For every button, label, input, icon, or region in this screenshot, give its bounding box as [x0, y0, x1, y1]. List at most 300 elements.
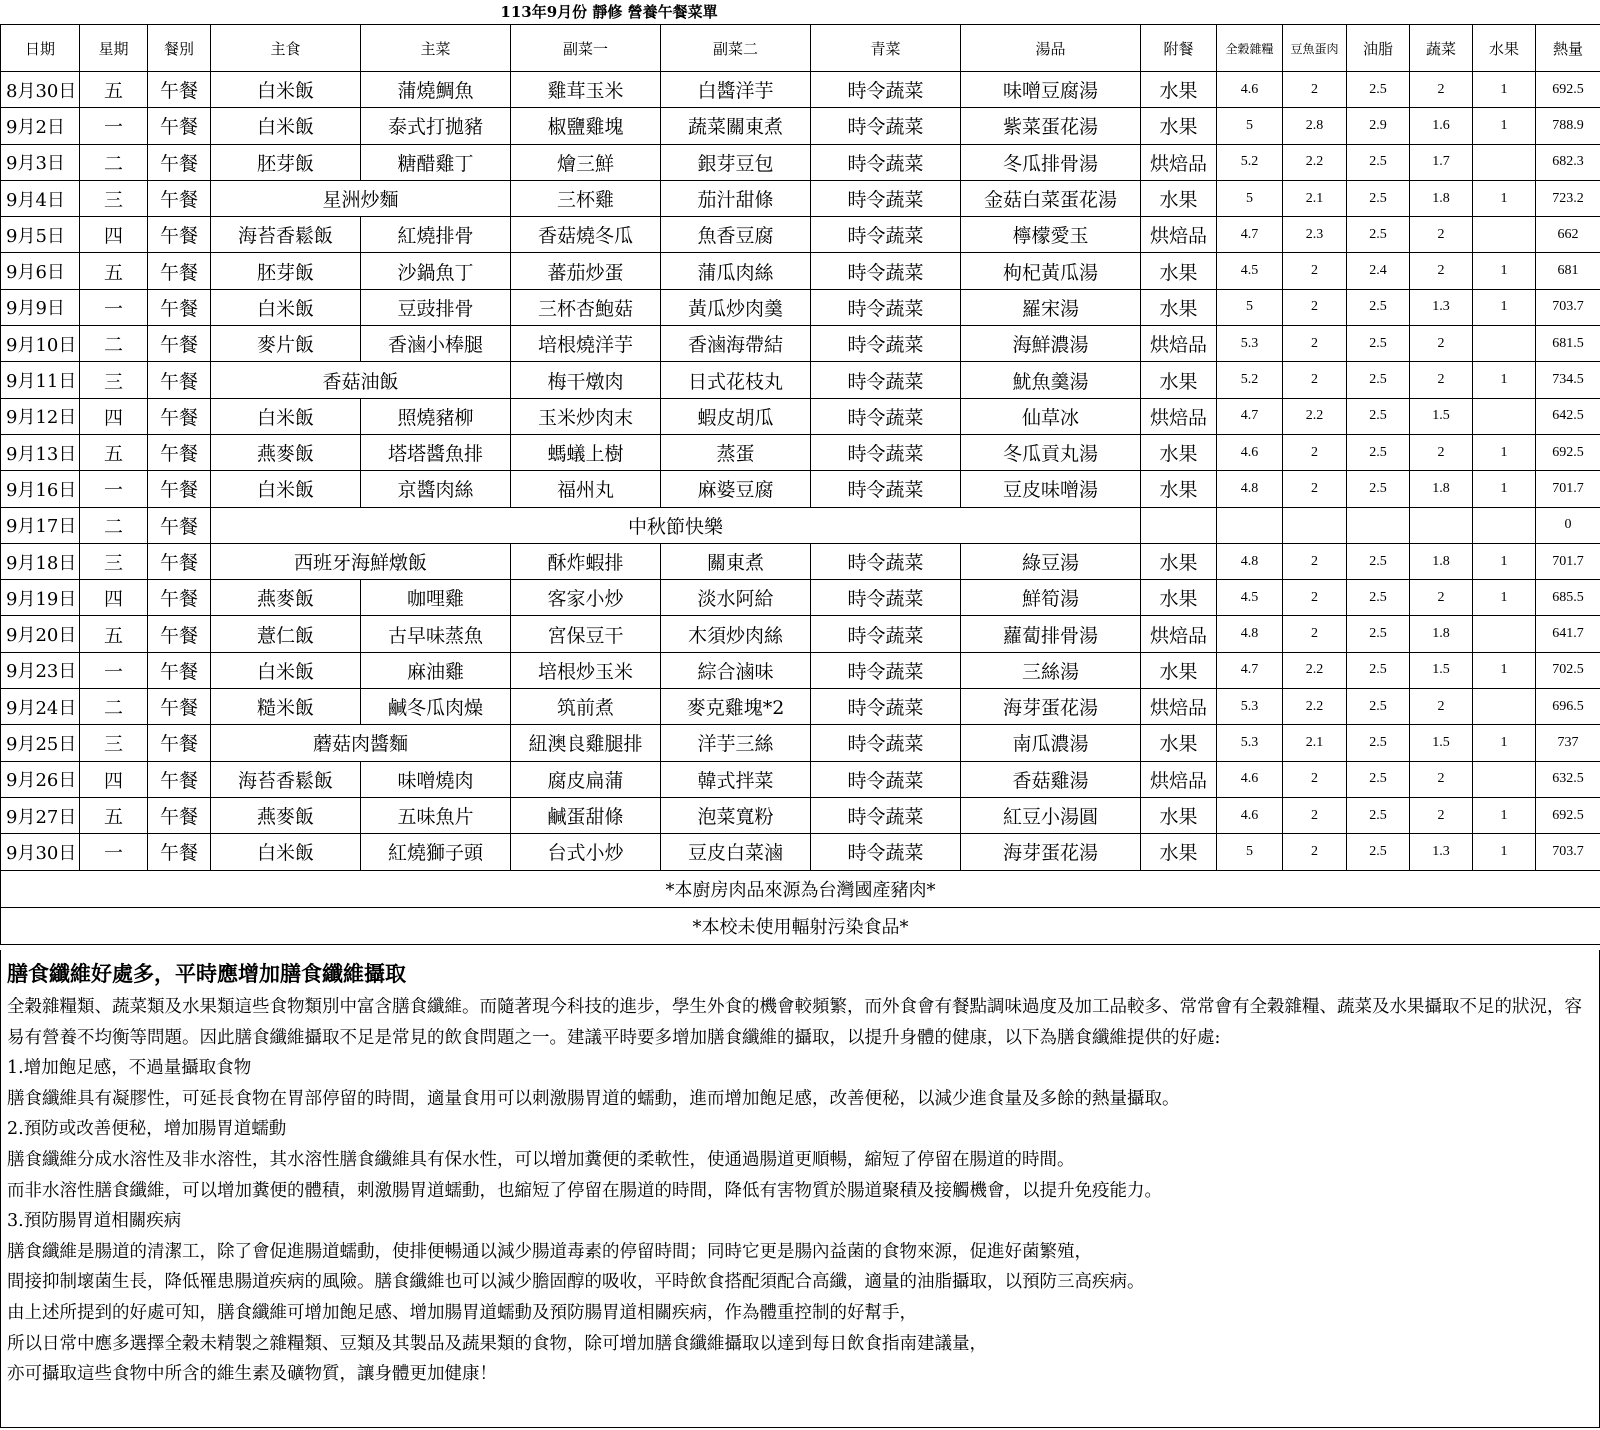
staple-cell: 海苔香鬆飯: [211, 761, 361, 797]
column-header: 副菜一: [511, 25, 661, 72]
date-cell: 9月12日: [1, 398, 80, 434]
meal-cell: 午餐: [148, 253, 211, 289]
grain-cell: 4.5: [1217, 253, 1283, 289]
menu-row: [1, 761, 1600, 797]
side-dish-1-cell: 腐皮扁蒲: [511, 761, 661, 797]
holiday-cell: 中秋節快樂: [211, 507, 1141, 543]
grain-cell: 4.8: [1217, 543, 1283, 579]
main-dish-cell: 泰式打拋豬: [361, 108, 511, 144]
vegetable-cell: 1.3: [1410, 834, 1473, 870]
weekday-cell: 三: [80, 725, 148, 761]
header-row: [1, 25, 1600, 72]
oil-cell: 2.4: [1347, 253, 1410, 289]
meal-cell: 午餐: [148, 543, 211, 579]
meal-cell: 午餐: [148, 108, 211, 144]
empty-cell: [1473, 507, 1536, 543]
empty-cell: [1141, 507, 1217, 543]
side-dish-2-cell: 蔬菜關東煮: [661, 108, 811, 144]
side-dish-2-cell: 麻婆豆腐: [661, 471, 811, 507]
staple-cell: 燕麥飯: [211, 797, 361, 833]
vegetable-cell: 1.7: [1410, 144, 1473, 180]
vegetable-dish-cell: 時令蔬菜: [811, 580, 961, 616]
oil-cell: 2.5: [1347, 289, 1410, 325]
grain-cell: 4.8: [1217, 471, 1283, 507]
kcal-cell: 681: [1536, 253, 1600, 289]
fruit-cell: 1: [1473, 108, 1536, 144]
vegetable-cell: 2: [1410, 689, 1473, 725]
extra-cell: 烘焙品: [1141, 326, 1217, 362]
vegetable-dish-cell: 時令蔬菜: [811, 108, 961, 144]
column-header: 蔬菜: [1410, 25, 1473, 72]
menu-row: [1, 362, 1600, 398]
date-cell: 9月2日: [1, 108, 80, 144]
fruit-cell: [1473, 616, 1536, 652]
date-cell: 9月18日: [1, 543, 80, 579]
grain-cell: 5: [1217, 180, 1283, 216]
vegetable-dish-cell: 時令蔬菜: [811, 471, 961, 507]
meal-cell: 午餐: [148, 72, 211, 108]
vegetable-cell: 1.5: [1410, 398, 1473, 434]
fruit-cell: 1: [1473, 580, 1536, 616]
vegetable-cell: 1.8: [1410, 180, 1473, 216]
empty-cell: [1283, 507, 1347, 543]
soup-cell: 海芽蛋花湯: [961, 834, 1141, 870]
vegetable-cell: 2: [1410, 761, 1473, 797]
soup-cell: 綠豆湯: [961, 543, 1141, 579]
protein-cell: 2: [1283, 580, 1347, 616]
column-header: 主菜: [361, 25, 511, 72]
kcal-cell: 662: [1536, 217, 1600, 253]
grain-cell: 4.5: [1217, 580, 1283, 616]
protein-cell: 2.1: [1283, 725, 1347, 761]
column-header: 熱量: [1536, 25, 1600, 72]
meal-cell: 午餐: [148, 217, 211, 253]
vegetable-dish-cell: 時令蔬菜: [811, 144, 961, 180]
fruit-cell: [1473, 398, 1536, 434]
staple-cell: 燕麥飯: [211, 434, 361, 470]
oil-cell: 2.5: [1347, 761, 1410, 797]
meal-cell: 午餐: [148, 725, 211, 761]
column-header: 油脂: [1347, 25, 1410, 72]
main-dish-cell: 京醬肉絲: [361, 471, 511, 507]
menu-row: [1, 725, 1600, 761]
main-dish-cell: 鹹冬瓜肉燥: [361, 689, 511, 725]
grain-cell: 5: [1217, 108, 1283, 144]
protein-cell: 2: [1283, 834, 1347, 870]
grain-cell: 4.7: [1217, 652, 1283, 688]
side-dish-2-cell: 魚香豆腐: [661, 217, 811, 253]
date-cell: 9月26日: [1, 761, 80, 797]
staple-cell: 白米飯: [211, 652, 361, 688]
fruit-cell: 1: [1473, 652, 1536, 688]
soup-cell: 味噌豆腐湯: [961, 72, 1141, 108]
oil-cell: 2.5: [1347, 725, 1410, 761]
side-dish-1-cell: 三杯雞: [511, 180, 661, 216]
protein-cell: 2.1: [1283, 180, 1347, 216]
main-dish-cell: 麻油雞: [361, 652, 511, 688]
side-dish-2-cell: 關東煮: [661, 543, 811, 579]
extra-cell: 烘焙品: [1141, 761, 1217, 797]
extra-cell: 烘焙品: [1141, 616, 1217, 652]
article-intro: 全穀雜糧類、蔬菜類及水果類這些食物類別中富含膳食纖維。而隨著現今科技的進步，學生外食的機會較頻繁，而外食會有餐點調味過度及加工品較多、常常會有全穀雜糧、蔬菜及水果攝取不足的狀況，容易有營養不均衡等問題。因此膳食纖維攝取不足是常見的飲食問題之一。建議平時要多增加膳食纖維的攝取，以提升身體的健康，以下為膳食纖維提供的好處:: [7, 997, 1582, 1048]
side-dish-2-cell: 麥克雞塊*2: [661, 689, 811, 725]
protein-cell: 2: [1283, 797, 1347, 833]
side-dish-1-cell: 燴三鮮: [511, 144, 661, 180]
fruit-cell: 1: [1473, 289, 1536, 325]
side-dish-1-cell: 紐澳良雞腿排: [511, 725, 661, 761]
side-dish-1-cell: 培根炒玉米: [511, 652, 661, 688]
menu-row: [1, 689, 1600, 725]
extra-cell: 水果: [1141, 180, 1217, 216]
vegetable-dish-cell: 時令蔬菜: [811, 652, 961, 688]
soup-cell: 紅豆小湯圓: [961, 797, 1141, 833]
protein-cell: 2.2: [1283, 689, 1347, 725]
fruit-cell: [1473, 326, 1536, 362]
vegetable-cell: 2: [1410, 434, 1473, 470]
article-heading: 膳食纖維好處多，平時應增加膳食纖維攝取: [7, 961, 406, 986]
grain-cell: 4.8: [1217, 616, 1283, 652]
weekday-cell: 一: [80, 108, 148, 144]
kcal-cell: 701.7: [1536, 471, 1600, 507]
date-cell: 9月11日: [1, 362, 80, 398]
kcal-cell: 685.5: [1536, 580, 1600, 616]
article-line: 而非水溶性膳食纖維，可以增加糞便的體積，刺激腸胃道蠕動，也縮短了停留在腸道的時間，降低有害物質於腸道聚積及接觸機會，以提升免疫能力。: [7, 1180, 1162, 1201]
staple-cell: 薏仁飯: [211, 616, 361, 652]
date-cell: 9月5日: [1, 217, 80, 253]
vegetable-cell: 1.8: [1410, 543, 1473, 579]
column-header: 湯品: [961, 25, 1141, 72]
menu-row: [1, 72, 1600, 108]
menu-row: [1, 180, 1600, 216]
grain-cell: 5: [1217, 834, 1283, 870]
kcal-cell: 703.7: [1536, 289, 1600, 325]
weekday-cell: 五: [80, 72, 148, 108]
article-line: 1.增加飽足感，不過量攝取食物: [7, 1058, 252, 1079]
kcal-cell: 641.7: [1536, 616, 1600, 652]
vegetable-dish-cell: 時令蔬菜: [811, 326, 961, 362]
soup-cell: 魷魚羹湯: [961, 362, 1141, 398]
date-cell: 9月20日: [1, 616, 80, 652]
staple-cell: 白米飯: [211, 471, 361, 507]
soup-cell: 仙草冰: [961, 398, 1141, 434]
menu-row: [1, 580, 1600, 616]
protein-cell: 2: [1283, 434, 1347, 470]
oil-cell: 2.5: [1347, 362, 1410, 398]
side-dish-2-cell: 日式花枝丸: [661, 362, 811, 398]
soup-cell: 海鮮濃湯: [961, 326, 1141, 362]
vegetable-cell: 1.8: [1410, 616, 1473, 652]
vegetable-dish-cell: 時令蔬菜: [811, 725, 961, 761]
main-dish-cell: 糖醋雞丁: [361, 144, 511, 180]
main-dish-cell: 照燒豬柳: [361, 398, 511, 434]
oil-cell: 2.5: [1347, 471, 1410, 507]
side-dish-1-cell: 酥炸蝦排: [511, 543, 661, 579]
side-dish-2-cell: 木須炒肉絲: [661, 616, 811, 652]
empty-cell: [1217, 507, 1283, 543]
staple-cell: 白米飯: [211, 289, 361, 325]
fruit-cell: 1: [1473, 434, 1536, 470]
menu-row: [1, 108, 1600, 144]
side-dish-1-cell: 台式小炒: [511, 834, 661, 870]
date-cell: 9月13日: [1, 434, 80, 470]
vegetable-dish-cell: 時令蔬菜: [811, 834, 961, 870]
meal-cell: 午餐: [148, 761, 211, 797]
meal-cell: 午餐: [148, 144, 211, 180]
grain-cell: 4.7: [1217, 398, 1283, 434]
main-dish-cell: 味噌燒肉: [361, 761, 511, 797]
fiber-article: [0, 950, 1600, 1428]
menu-row: [1, 543, 1600, 579]
main-dish-cell: 古早味蒸魚: [361, 616, 511, 652]
meal-cell: 午餐: [148, 580, 211, 616]
side-dish-2-cell: 銀芽豆包: [661, 144, 811, 180]
side-dish-1-cell: 蕃茄炒蛋: [511, 253, 661, 289]
extra-cell: 烘焙品: [1141, 689, 1217, 725]
extra-cell: 烘焙品: [1141, 398, 1217, 434]
protein-cell: 2: [1283, 616, 1347, 652]
protein-cell: 2.3: [1283, 217, 1347, 253]
side-dish-1-cell: 玉米炒肉末: [511, 398, 661, 434]
vegetable-cell: 1.3: [1410, 289, 1473, 325]
protein-cell: 2.2: [1283, 144, 1347, 180]
staple-main-cell: 星洲炒麵: [211, 180, 511, 216]
meal-cell: 午餐: [148, 797, 211, 833]
side-dish-2-cell: 泡菜寬粉: [661, 797, 811, 833]
vegetable-dish-cell: 時令蔬菜: [811, 72, 961, 108]
date-cell: 9月16日: [1, 471, 80, 507]
side-dish-2-cell: 香滷海帶結: [661, 326, 811, 362]
vegetable-dish-cell: 時令蔬菜: [811, 689, 961, 725]
main-dish-cell: 紅燒獅子頭: [361, 834, 511, 870]
column-header: 日期: [1, 25, 80, 72]
vegetable-dish-cell: 時令蔬菜: [811, 289, 961, 325]
kcal-cell: 737: [1536, 725, 1600, 761]
meal-cell: 午餐: [148, 834, 211, 870]
protein-cell: 2: [1283, 289, 1347, 325]
soup-cell: 鮮筍湯: [961, 580, 1141, 616]
staple-cell: 麥片飯: [211, 326, 361, 362]
staple-cell: 白米飯: [211, 398, 361, 434]
oil-cell: 2.9: [1347, 108, 1410, 144]
side-dish-2-cell: 白醬洋芋: [661, 72, 811, 108]
side-dish-2-cell: 綜合滷味: [661, 652, 811, 688]
weekday-cell: 二: [80, 144, 148, 180]
kcal-cell: 692.5: [1536, 72, 1600, 108]
date-cell: 9月6日: [1, 253, 80, 289]
extra-cell: 水果: [1141, 289, 1217, 325]
fruit-cell: [1473, 761, 1536, 797]
weekday-cell: 三: [80, 543, 148, 579]
date-cell: 9月19日: [1, 580, 80, 616]
side-dish-1-cell: 客家小炒: [511, 580, 661, 616]
fruit-cell: 1: [1473, 471, 1536, 507]
weekday-cell: 四: [80, 217, 148, 253]
fruit-cell: 1: [1473, 725, 1536, 761]
oil-cell: 2.5: [1347, 689, 1410, 725]
soup-cell: 三絲湯: [961, 652, 1141, 688]
extra-cell: 水果: [1141, 652, 1217, 688]
oil-cell: 2.5: [1347, 616, 1410, 652]
kcal-cell: 723.2: [1536, 180, 1600, 216]
note-cell: *本校未使用輻射污染食品*: [1, 907, 1600, 944]
weekday-cell: 四: [80, 761, 148, 797]
side-dish-1-cell: 梅干燉肉: [511, 362, 661, 398]
weekday-cell: 一: [80, 471, 148, 507]
date-cell: 8月30日: [1, 72, 80, 108]
fruit-cell: 1: [1473, 253, 1536, 289]
extra-cell: 烘焙品: [1141, 144, 1217, 180]
column-header: 全穀雜糧: [1217, 25, 1283, 72]
staple-cell: 糙米飯: [211, 689, 361, 725]
kcal-cell: 682.3: [1536, 144, 1600, 180]
article-line: 膳食纖維是腸道的清潔工，除了會促進腸道蠕動，使排便暢通以減少腸道毒素的停留時間；同時它更是腸內益菌的食物來源，促進好菌繁殖，: [7, 1241, 1092, 1262]
vegetable-dish-cell: 時令蔬菜: [811, 217, 961, 253]
column-header: 餐別: [148, 25, 211, 72]
side-dish-2-cell: 茄汁甜條: [661, 180, 811, 216]
side-dish-1-cell: 螞蟻上樹: [511, 434, 661, 470]
vegetable-cell: 1.8: [1410, 471, 1473, 507]
weekday-cell: 五: [80, 616, 148, 652]
menu-row: [1, 471, 1600, 507]
column-header: 豆魚蛋肉: [1283, 25, 1347, 72]
oil-cell: 2.5: [1347, 180, 1410, 216]
grain-cell: 4.6: [1217, 797, 1283, 833]
article-line: 2.預防或改善便秘，增加腸胃道蠕動: [7, 1119, 287, 1140]
side-dish-1-cell: 鹹蛋甜條: [511, 797, 661, 833]
soup-cell: 冬瓜排骨湯: [961, 144, 1141, 180]
date-cell: 9月27日: [1, 797, 80, 833]
grain-cell: 5.2: [1217, 144, 1283, 180]
vegetable-dish-cell: 時令蔬菜: [811, 797, 961, 833]
kcal-cell: 788.9: [1536, 108, 1600, 144]
main-dish-cell: 豆豉排骨: [361, 289, 511, 325]
weekday-cell: 五: [80, 253, 148, 289]
side-dish-2-cell: 韓式拌菜: [661, 761, 811, 797]
fruit-cell: 1: [1473, 180, 1536, 216]
date-cell: 9月10日: [1, 326, 80, 362]
extra-cell: 水果: [1141, 834, 1217, 870]
oil-cell: 2.5: [1347, 834, 1410, 870]
menu-row: [1, 398, 1600, 434]
side-dish-2-cell: 黃瓜炒肉羹: [661, 289, 811, 325]
menu-row: [1, 834, 1600, 870]
kcal-cell: 632.5: [1536, 761, 1600, 797]
vegetable-cell: 2: [1410, 326, 1473, 362]
article-line: 所以日常中應多選擇全穀未精製之雜糧類、豆類及其製品及蔬果類的食物，除可增加膳食纖維攝取以達到每日飲食指南建議量，: [7, 1333, 987, 1354]
side-dish-2-cell: 洋芋三絲: [661, 725, 811, 761]
article-line: 膳食纖維分成水溶性及非水溶性，其水溶性膳食纖維具有保水性，可以增加糞便的柔軟性，使通過腸道更順暢，縮短了停留在腸道的時間。: [7, 1149, 1075, 1170]
menu-row: [1, 797, 1600, 833]
side-dish-2-cell: 淡水阿給: [661, 580, 811, 616]
oil-cell: 2.5: [1347, 144, 1410, 180]
menu-row: [1, 217, 1600, 253]
meal-cell: 午餐: [148, 471, 211, 507]
note-row: [1, 870, 1600, 907]
side-dish-1-cell: 筑前煮: [511, 689, 661, 725]
column-header: 水果: [1473, 25, 1536, 72]
fruit-cell: [1473, 689, 1536, 725]
soup-cell: 枸杞黃瓜湯: [961, 253, 1141, 289]
vegetable-cell: 2: [1410, 253, 1473, 289]
note-cell: *本廚房肉品來源為台灣國產豬肉*: [1, 870, 1600, 907]
extra-cell: 水果: [1141, 362, 1217, 398]
date-cell: 9月9日: [1, 289, 80, 325]
fruit-cell: [1473, 217, 1536, 253]
weekday-cell: 二: [80, 507, 148, 543]
meal-cell: 午餐: [148, 652, 211, 688]
fruit-cell: 1: [1473, 72, 1536, 108]
vegetable-dish-cell: 時令蔬菜: [811, 362, 961, 398]
meal-cell: 午餐: [148, 180, 211, 216]
protein-cell: 2.2: [1283, 652, 1347, 688]
extra-cell: 水果: [1141, 725, 1217, 761]
note-row: [1, 907, 1600, 944]
vegetable-cell: 2: [1410, 72, 1473, 108]
meal-cell: 午餐: [148, 362, 211, 398]
menu-row: [1, 434, 1600, 470]
side-dish-2-cell: 蒲瓜肉絲: [661, 253, 811, 289]
kcal-cell: 703.7: [1536, 834, 1600, 870]
extra-cell: 水果: [1141, 797, 1217, 833]
article-line: 間接抑制壞菌生長，降低罹患腸道疾病的風險。膳食纖維也可以減少膽固醇的吸收，平時飲食搭配須配合高纖，適量的油脂攝取，以預防三高疾病。: [7, 1272, 1145, 1293]
meal-cell: 午餐: [148, 507, 211, 543]
date-cell: 9月17日: [1, 507, 80, 543]
vegetable-dish-cell: 時令蔬菜: [811, 253, 961, 289]
oil-cell: 2.5: [1347, 72, 1410, 108]
vegetable-cell: 2: [1410, 580, 1473, 616]
oil-cell: 2.5: [1347, 543, 1410, 579]
kcal-cell: 0: [1536, 507, 1600, 543]
date-cell: 9月3日: [1, 144, 80, 180]
menu-row: [1, 289, 1600, 325]
protein-cell: 2: [1283, 362, 1347, 398]
extra-cell: 水果: [1141, 253, 1217, 289]
staple-cell: 白米飯: [211, 72, 361, 108]
extra-cell: 水果: [1141, 72, 1217, 108]
weekday-cell: 一: [80, 834, 148, 870]
vegetable-dish-cell: 時令蔬菜: [811, 398, 961, 434]
soup-cell: 紫菜蛋花湯: [961, 108, 1141, 144]
weekday-cell: 五: [80, 797, 148, 833]
weekday-cell: 四: [80, 398, 148, 434]
soup-cell: 冬瓜貢丸湯: [961, 434, 1141, 470]
soup-cell: 豆皮味噌湯: [961, 471, 1141, 507]
grain-cell: 5.2: [1217, 362, 1283, 398]
grain-cell: 4.6: [1217, 72, 1283, 108]
side-dish-1-cell: 宮保豆干: [511, 616, 661, 652]
article-line: 膳食纖維具有凝膠性，可延長食物在胃部停留的時間，適量食用可以刺激腸胃道的蠕動，進而增加飽足感，改善便秘，以減少進食量及多餘的熱量攝取。: [7, 1088, 1180, 1109]
page-title: 113年9月份 靜修 營養午餐菜單: [500, 3, 718, 21]
staple-cell: 胚芽飯: [211, 144, 361, 180]
article-line: 由上述所提到的好處可知，膳食纖維可增加飽足感、增加腸胃道蠕動及預防腸胃道相關疾病，作為體重控制的好幫手，: [7, 1302, 917, 1323]
article-lines: [7, 1053, 1593, 1390]
extra-cell: 烘焙品: [1141, 217, 1217, 253]
menu-row: [1, 326, 1600, 362]
column-header: 星期: [80, 25, 148, 72]
empty-cell: [1347, 507, 1410, 543]
column-header: 副菜二: [661, 25, 811, 72]
oil-cell: 2.5: [1347, 580, 1410, 616]
side-dish-2-cell: 豆皮白菜滷: [661, 834, 811, 870]
protein-cell: 2: [1283, 543, 1347, 579]
grain-cell: 5.3: [1217, 725, 1283, 761]
column-header: 主食: [211, 25, 361, 72]
staple-main-cell: 蘑菇肉醬麵: [211, 725, 511, 761]
grain-cell: 5: [1217, 289, 1283, 325]
meal-cell: 午餐: [148, 326, 211, 362]
protein-cell: 2: [1283, 471, 1347, 507]
weekday-cell: 二: [80, 689, 148, 725]
